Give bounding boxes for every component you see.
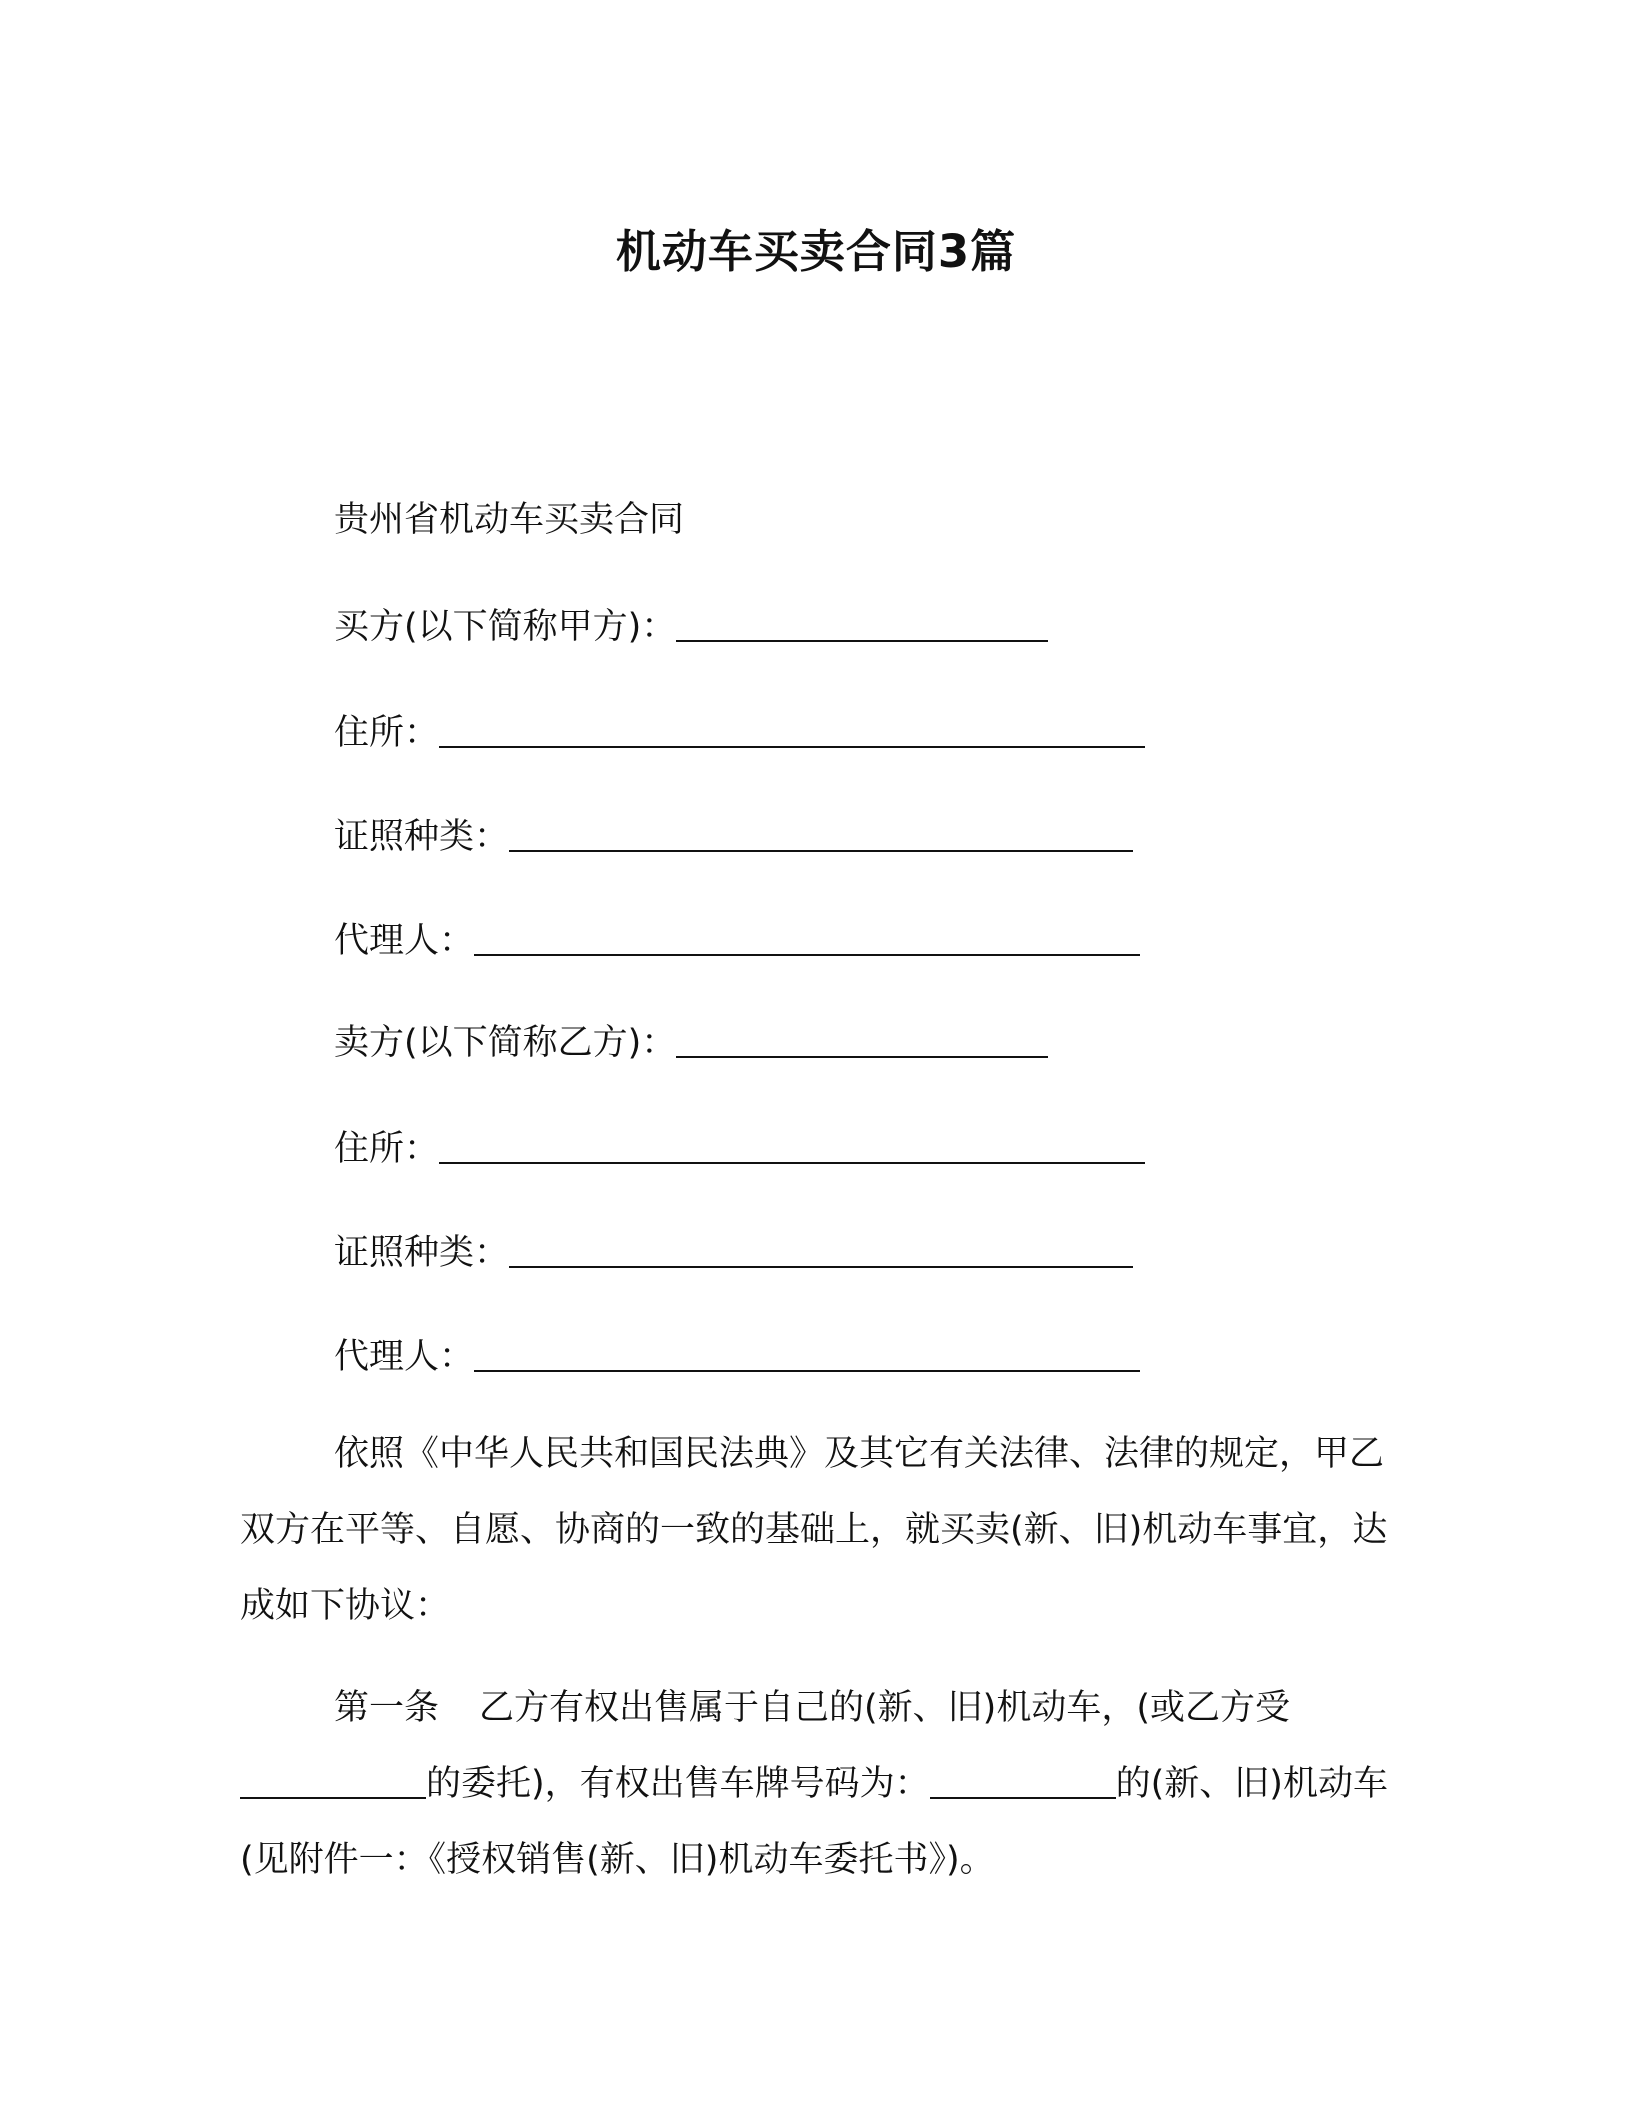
- principal-blank: [240, 1759, 426, 1799]
- seller-name-blank: [676, 1018, 1048, 1058]
- article-one: [240, 1670, 1410, 1898]
- field-label: 住所：: [334, 713, 440, 753]
- seller-field: [334, 1014, 1048, 1067]
- seller-id-type-blank: [509, 1228, 1133, 1268]
- field-label: 代理人：: [334, 1337, 475, 1377]
- article-one-text-3: 的(新、旧)机动车(见附件一：《授权销售(新、旧)机动车委托书》)。: [240, 1764, 1388, 1880]
- seller-address-blank: [439, 1124, 1145, 1164]
- article-one-text-2: 的委托)，有权出售车牌号码为：: [426, 1764, 930, 1804]
- buyer-address-blank: [439, 708, 1145, 748]
- seller-address-field: [334, 1120, 1145, 1173]
- field-label: 证照种类：: [334, 1233, 510, 1273]
- seller-agent-blank: [474, 1332, 1140, 1372]
- field-label: 证照种类：: [334, 817, 510, 857]
- field-label: 住所：: [334, 1129, 440, 1169]
- intro-paragraph: [240, 1416, 1410, 1644]
- contract-subtitle: 贵州省机动车买卖合同: [334, 500, 685, 540]
- buyer-field: [334, 598, 1048, 651]
- field-label: 代理人：: [334, 921, 475, 961]
- plate-number-blank: [930, 1759, 1116, 1799]
- field-label: 买方(以下简称甲方)：: [334, 607, 677, 647]
- seller-agent-field: [334, 1328, 1140, 1381]
- buyer-id-type-field: [334, 808, 1133, 861]
- buyer-id-type-blank: [509, 812, 1133, 852]
- intro-text: 依照《中华人民共和国民法典》及其它有关法律、法律的规定，甲乙双方在平等、自愿、协商的一致的基础上，就买卖(新、旧)机动车事宜，达成如下协议：: [240, 1434, 1388, 1626]
- buyer-name-blank: [676, 602, 1048, 642]
- seller-id-type-field: [334, 1224, 1133, 1277]
- buyer-address-field: [334, 704, 1145, 757]
- document-title: 机动车买卖合同3篇: [615, 225, 1017, 278]
- buyer-agent-blank: [474, 916, 1140, 956]
- buyer-agent-field: [334, 912, 1140, 965]
- field-label: 卖方(以下简称乙方)：: [334, 1023, 677, 1063]
- article-one-text-1: 乙方有权出售属于自己的(新、旧)机动车，(或乙方受: [479, 1688, 1290, 1728]
- article-one-heading: 第一条: [334, 1688, 440, 1728]
